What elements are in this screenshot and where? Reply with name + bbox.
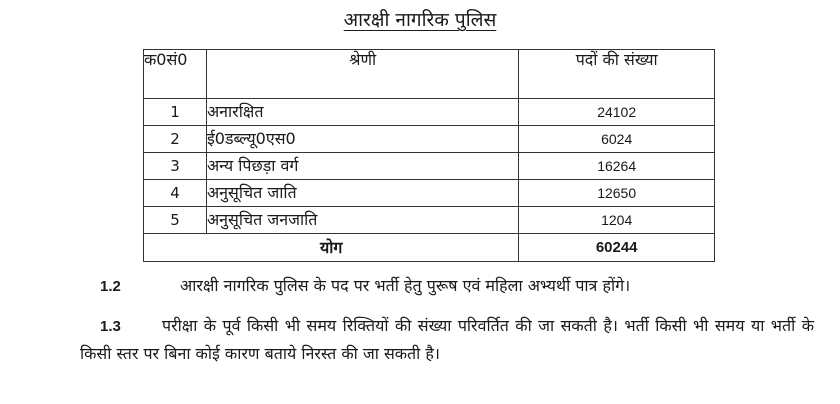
row-serial-number: 3	[144, 153, 207, 180]
header-category: श्रेणी	[206, 50, 518, 99]
paragraph-number: 1.3	[100, 318, 121, 335]
header-serial-number: क0सं0	[144, 50, 207, 99]
paragraph-text: परीक्षा के पूर्व किसी भी समय रिक्तियों की संख्या परिवर्तित की जा सकती है। भर्ती किसी भी समय या भर्ती के किसी स्तर पर बिना कोई कारण बताये निरस्त की जा सकती है।	[80, 316, 814, 363]
row-category: ई0डब्ल्यू0एस0	[206, 126, 518, 153]
row-post-count: 6024	[519, 126, 715, 153]
row-serial-number: 5	[144, 207, 207, 234]
row-post-count: 1204	[519, 207, 715, 234]
row-category: अनुसूचित जनजाति	[206, 207, 518, 234]
total-label: योग	[144, 234, 519, 262]
row-post-count: 24102	[519, 99, 715, 126]
row-post-count: 12650	[519, 180, 715, 207]
document-title	[0, 6, 840, 32]
paragraph-1-2	[80, 272, 814, 300]
table-row	[144, 207, 715, 234]
header-post-count: पदों की संख्या	[519, 50, 715, 99]
row-serial-number: 2	[144, 126, 207, 153]
table-header-row	[144, 50, 715, 99]
paragraph-number: 1.2	[100, 278, 121, 295]
table-row	[144, 126, 715, 153]
row-post-count: 16264	[519, 153, 715, 180]
row-category: अनारक्षित	[206, 99, 518, 126]
table-row	[144, 99, 715, 126]
total-value: 60244	[519, 234, 715, 262]
row-serial-number: 1	[144, 99, 207, 126]
row-category: अनुसूचित जाति	[206, 180, 518, 207]
posts-table	[143, 49, 715, 262]
paragraph-1-3	[80, 312, 814, 367]
document-title-text: आरक्षी नागरिक पुलिस	[343, 9, 497, 31]
table-row	[144, 153, 715, 180]
row-serial-number: 4	[144, 180, 207, 207]
table-row	[144, 180, 715, 207]
paragraph-text: आरक्षी नागरिक पुलिस के पद पर भर्ती हेतु पुरूष एवं महिला अभ्यर्थी पात्र होंगे।	[180, 276, 631, 295]
row-category: अन्य पिछड़ा वर्ग	[206, 153, 518, 180]
table-total-row	[144, 234, 715, 262]
